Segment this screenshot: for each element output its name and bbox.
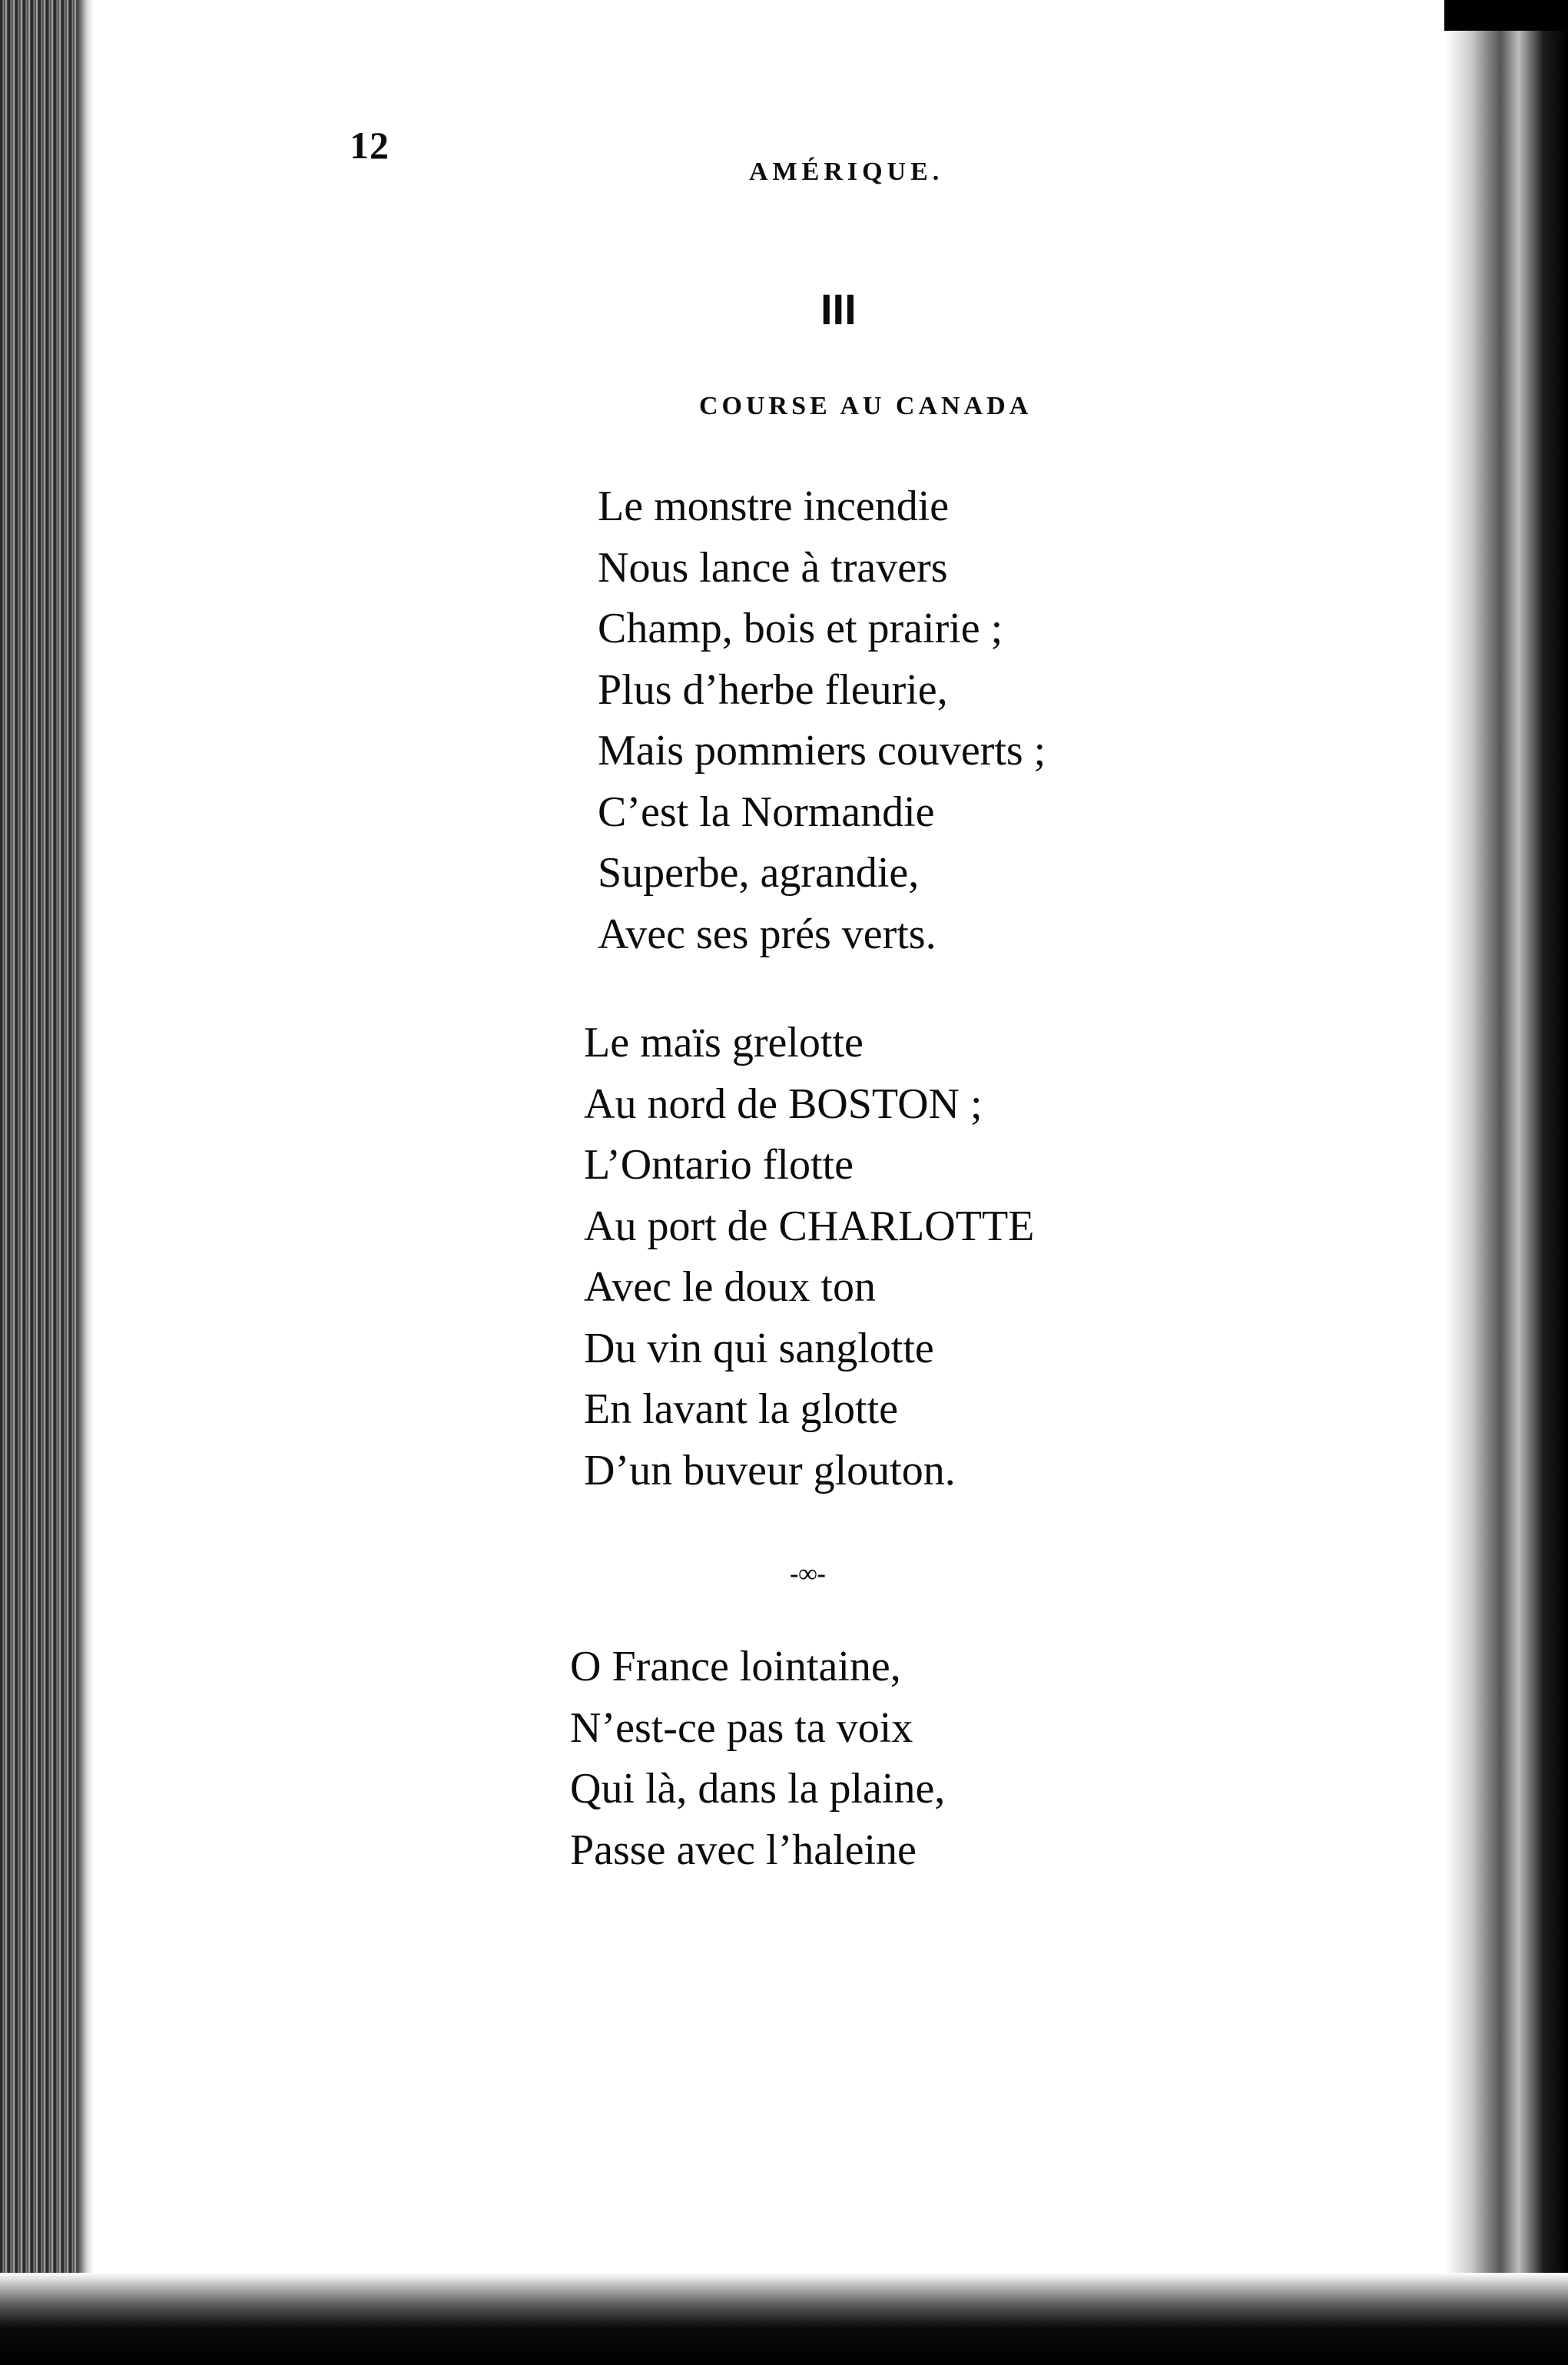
section-number: III (820, 285, 857, 333)
stanza-2 (584, 1013, 1034, 1501)
scan-left-edge (77, 0, 94, 2365)
section-title: COURSE AU CANADA (699, 392, 1033, 420)
verse-line: N’est-ce pas ta voix (570, 1703, 913, 1752)
verse-line: Avec ses prés verts. (598, 910, 936, 958)
verse-line: Plus d’herbe fleurie, (598, 665, 948, 714)
page-number: 12 (350, 124, 390, 167)
verse-line: Du vin qui sanglotte (584, 1324, 934, 1372)
scan-top-corner (1444, 0, 1568, 31)
verse-line: Avec le doux ton (584, 1263, 876, 1311)
verse-line: Le maïs grelotte (584, 1019, 864, 1066)
verse-line: Champ, bois et prairie ; (598, 605, 1003, 652)
stanza-1 (598, 476, 1046, 965)
verse-line: Superbe, agrandie, (598, 849, 920, 897)
scan-bottom-edge (0, 2273, 1568, 2365)
verse-line: Le monstre incendie (598, 483, 950, 530)
section-ornament: -∞- (790, 1560, 826, 1588)
verse-line: D’un buveur glouton. (584, 1446, 956, 1494)
verse-line: Au port de CHARLOTTE (584, 1202, 1035, 1250)
scan-right-edge (1445, 0, 1568, 2365)
verse-line: C’est la Normandie (598, 788, 935, 836)
verse-line: Nous lance à travers (598, 543, 948, 592)
verse-line: Qui là, dans la plaine, (570, 1765, 946, 1813)
verse-line: O France lointaine, (570, 1643, 901, 1690)
verse-line: Mais pommiers couverts ; (598, 727, 1046, 775)
verse-line: En lavant la glotte (584, 1385, 898, 1433)
verse-line: Au nord de BOSTON ; (584, 1080, 983, 1128)
running-head: AMÉRIQUE. (749, 158, 944, 186)
stanza-3 (570, 1637, 945, 1881)
verse-line: L’Ontario flotte (584, 1141, 854, 1189)
verse-line: Passe avec l’haleine (570, 1826, 917, 1874)
